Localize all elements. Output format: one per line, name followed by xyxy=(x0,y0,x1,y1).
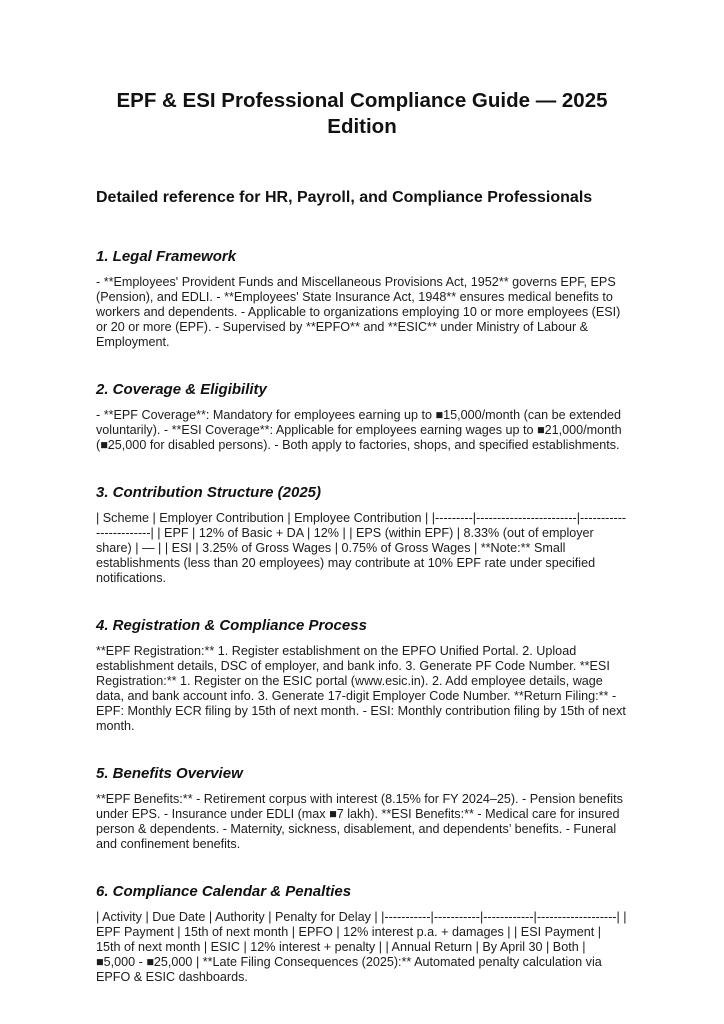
section-body: **EPF Benefits:** - Retirement corpus with interest (8.15% for FY 2024–25). - Pension benefits under EPS. - Insurance under EDLI (max ■7 lakh). **ESI Benefits:** - Medical care for insured person & dependents. - Maternity, sickness, disablement, and dependents’ benefits. - Funeral and confinement benefits. xyxy=(96,792,623,851)
section-body: | Activity | Due Date | Authority | Penalty for Delay | |-----------|-----------|------------|-------------------| | EPF Payment | 15th of next month | EPFO | 12% interest p.a. + damages | | ESI Payment | 15th of next month | ESIC | 12% interest + penalty | | Annual Return | By April 30 | Both | ■5,000 - ■25,000 | **Late Filing Consequences (2025):** Automated penalty calculation via EPFO & ESIC dashboards. xyxy=(96,910,627,984)
section-compliance-calendar xyxy=(96,883,628,985)
section-heading: 6. Compliance Calendar & Penalties xyxy=(96,883,352,900)
section-body: | Scheme | Employer Contribution | Employee Contribution | |---------|------------------------|------------------------| | EPF | 12% of Basic + DA | 12% | | EPS (within EPF) | 8.33% (out of employer share) | — | | ESI | 3.25% of Gross Wages | 0.75% of Gross Wages | **Note:** Small establishments (less than 20 employees) may contribute at 10% EPF rate under specified notifications. xyxy=(96,511,627,585)
section-heading: 5. Benefits Overview xyxy=(96,765,243,782)
document-title: EPF & ESI Professional Compliance Guide — 2025 Edition xyxy=(116,89,608,138)
section-registration-compliance xyxy=(96,617,628,734)
section-heading: 1. Legal Framework xyxy=(96,248,237,265)
section-contribution-structure xyxy=(96,484,628,586)
section-body: - **Employees' Provident Funds and Miscellaneous Provisions Act, 1952** governs EPF, EPS (Pension), and EDLI. - **Employees' State Insurance Act, 1948** ensures medical benefits to workers and dependents. - Applicable to organizations employing 10 or more employees (ESI) or 20 or more (EPF). - Supervised by **EPFO** and **ESIC** under Ministry of Labour & Employment. xyxy=(96,275,621,349)
section-heading: 4. Registration & Compliance Process xyxy=(96,617,367,634)
section-coverage-eligibility xyxy=(96,381,628,453)
document-subtitle: Detailed reference for HR, Payroll, and Compliance Professionals xyxy=(96,189,593,206)
section-body: **EPF Registration:** 1. Register establishment on the EPFO Unified Portal. 2. Upload establishment details, DSC of employer, and bank info. 3. Generate PF Code Number. **ESI Registration:** 1. Register on the ESIC portal (www.esic.in). 2. Add employee details, wage data, and bank account info. 3. Generate 17-digit Employer Code Number. **Return Filing:** - EPF: Monthly ECR filing by 15th of next month. - ESI: Monthly contribution filing by 15th of next month. xyxy=(96,644,626,733)
section-body: - **EPF Coverage**: Mandatory for employees earning up to ■15,000/month (can be extended voluntarily). - **ESI Coverage**: Applicable for employees earning wages up to ■21,000/month (■25,000 for disabled persons). - Both apply to factories, shops, and specified establishments. xyxy=(96,408,622,452)
section-benefits-overview xyxy=(96,765,628,852)
section-heading: 2. Coverage & Eligibility xyxy=(96,381,267,398)
section-legal-framework xyxy=(96,248,628,350)
section-heading: 3. Contribution Structure (2025) xyxy=(96,484,322,501)
